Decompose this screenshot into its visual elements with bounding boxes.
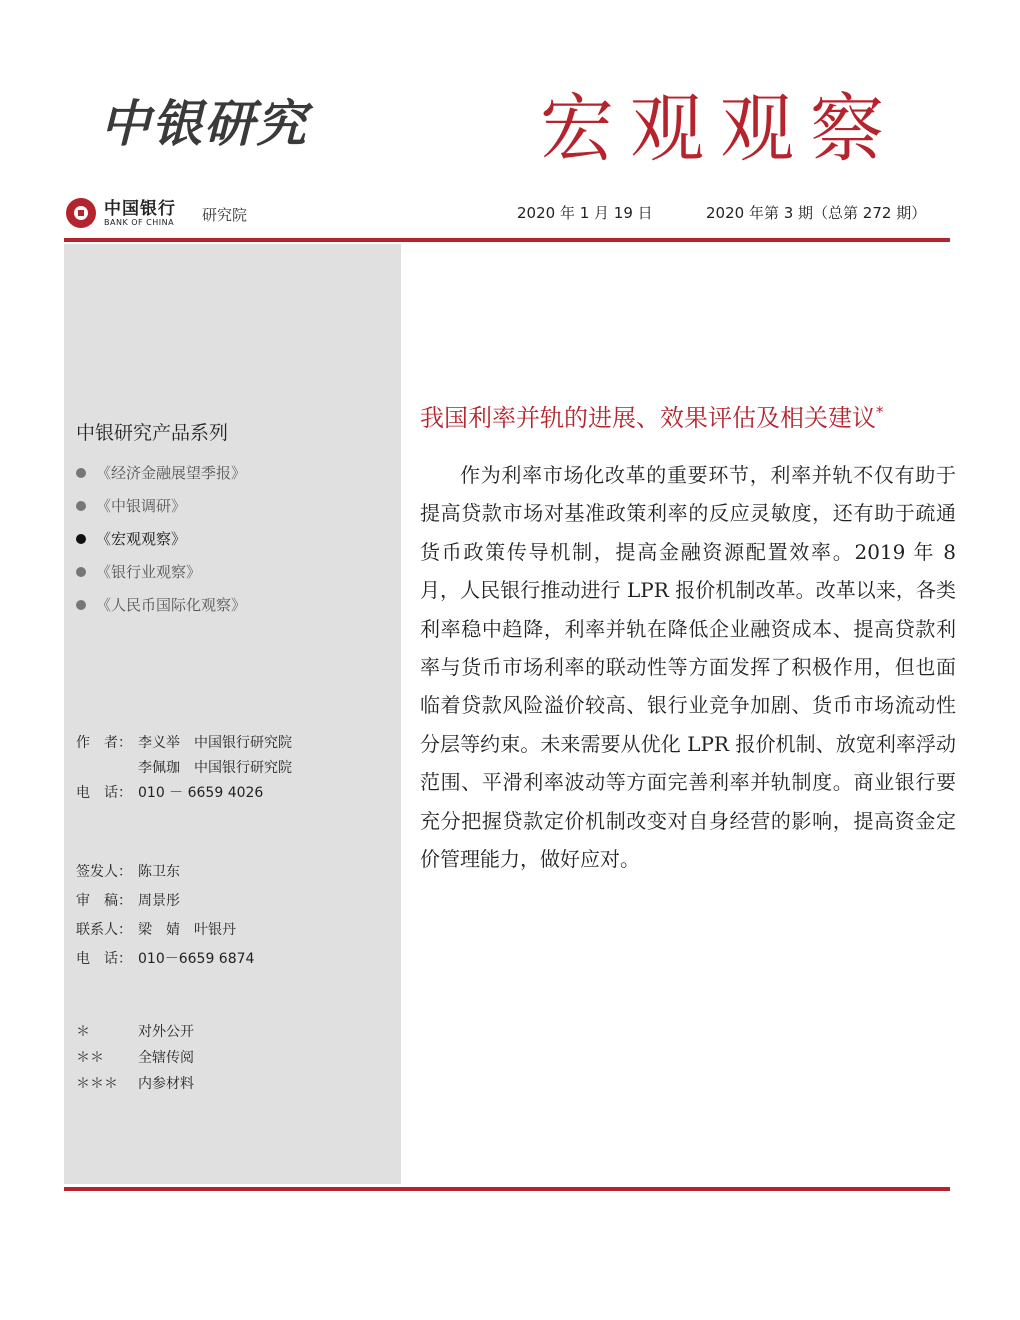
bullet-icon [76, 468, 86, 478]
meta-value: 010 － 6659 4026 [138, 785, 264, 801]
meta-row [76, 919, 236, 939]
series-item-label: 《经济金融展望季报》 [96, 464, 247, 482]
series-item [76, 588, 246, 621]
series-item-label: 《人民币国际化观察》 [96, 596, 247, 614]
sidebar-panel [64, 244, 401, 1184]
bank-name-en: BANK OF CHINA [104, 218, 175, 227]
series-item-label: 《银行业观察》 [96, 563, 202, 581]
header-divider [64, 238, 950, 242]
meta-value: 010－6659 6874 [138, 951, 255, 967]
meta-row [76, 782, 263, 802]
meta-key: 签发人： [76, 864, 132, 880]
bullet-icon [76, 534, 86, 544]
series-item [76, 555, 246, 588]
series-item [76, 522, 246, 555]
meta-row [76, 1021, 194, 1041]
institute-label: 研究院 [202, 206, 248, 224]
series-list [76, 456, 246, 621]
meta-row [76, 1073, 194, 1093]
meta-value: 梁 婧 叶银丹 [138, 922, 236, 938]
publication-date: 2020 年 1 月 19 日 [517, 204, 653, 222]
meta-value: 李义举 中国银行研究院 [138, 735, 292, 751]
article-title-text: 我国利率并轨的进展、效果评估及相关建议 [420, 404, 876, 432]
meta-row [76, 732, 292, 752]
series-title: 中银研究产品系列 [76, 422, 229, 444]
meta-row [76, 1047, 194, 1067]
brand-script-logo: 中银研究 [100, 94, 308, 153]
article-title-mark: * [876, 403, 884, 421]
meta-row [76, 948, 254, 968]
meta-key: 电 话： [76, 951, 132, 967]
meta-key: ＊＊ [76, 1050, 104, 1066]
meta-key: 作 者： [76, 735, 132, 751]
meta-row [76, 757, 292, 777]
article-abstract: 作为利率市场化改革的重要环节，利率并轨不仅有助于提高贷款市场对基准政策利率的反应灵敏度，还有助于疏通货币政策传导机制，提高金融资源配置效率。2019 年 8 月，人民银行推动进行 LPR 报价机制改革。改革以来，各类利率稳中趋降，利率并轨在降低企业融资成本、提高贷款利率与货币市场利率的联动性等方面发挥了积极作用，但也面临着贷款风险溢价较高、银行业竞争加剧、货币市场流动性分层等约束。未来需要从优化 LPR 报价机制、放宽利率浮动范围、平滑利率波动等方面完善利率并轨制度。商业银行要充分把握贷款定价机制改变对自身经营的影响，提高资金定价管理能力，做好应对。 [420, 463, 956, 872]
bullet-icon [76, 567, 86, 577]
series-item-label: 《宏观观察》 [96, 530, 187, 548]
bullet-icon [76, 600, 86, 610]
meta-key: 联系人： [76, 922, 132, 938]
meta-value: 对外公开 [138, 1024, 194, 1040]
meta-key: ＊ [76, 1024, 90, 1040]
series-item-label: 《中银调研》 [96, 497, 187, 515]
bank-name-cn: 中国银行 [104, 199, 176, 219]
meta-key: 电 话： [76, 785, 132, 801]
meta-row [76, 861, 180, 881]
bullet-icon [76, 501, 86, 511]
meta-value: 周景彤 [138, 893, 180, 909]
series-item [76, 489, 246, 522]
meta-value: 全辖传阅 [138, 1050, 194, 1066]
meta-key: 审 稿： [76, 893, 132, 909]
series-item [76, 456, 246, 489]
footer-divider [64, 1187, 950, 1191]
bank-of-china-logo-icon [66, 198, 96, 228]
meta-row [76, 890, 180, 910]
meta-value: 陈卫东 [138, 864, 180, 880]
publication-title: 宏观观察 [540, 86, 900, 172]
issue-number: 2020 年第 3 期（总第 272 期） [706, 204, 927, 222]
meta-value: 李佩珈 中国银行研究院 [138, 760, 292, 776]
meta-value: 内参材料 [138, 1076, 194, 1092]
meta-key: ＊＊＊ [76, 1076, 118, 1092]
article-title [420, 398, 884, 433]
